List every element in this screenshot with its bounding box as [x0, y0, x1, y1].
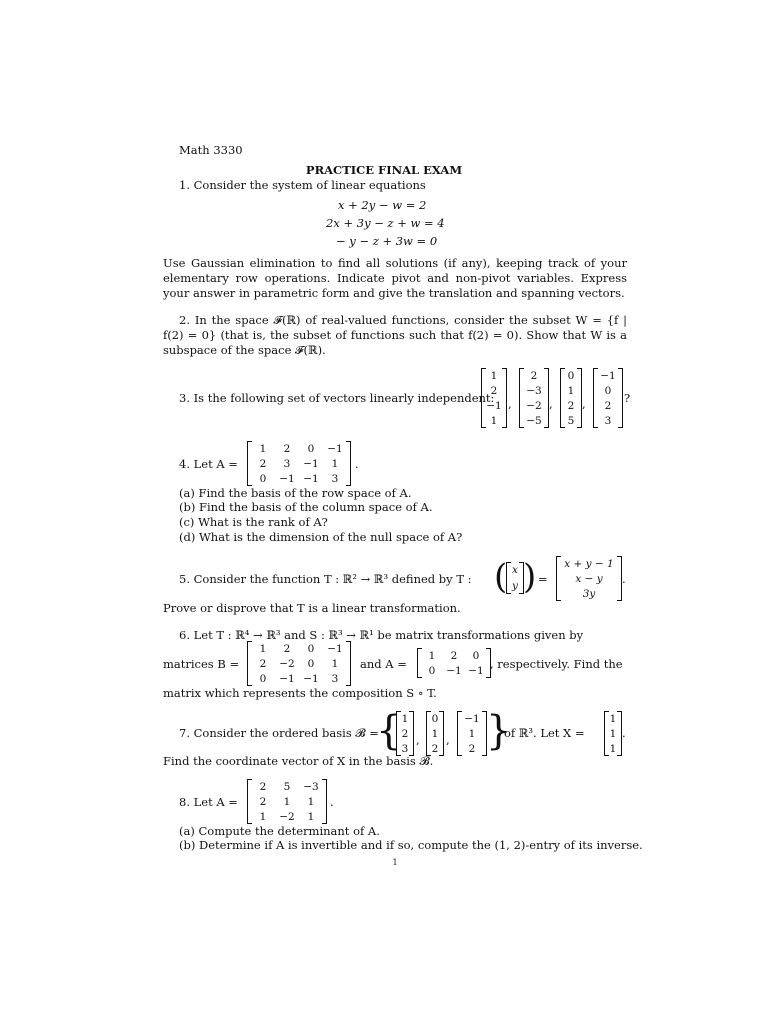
- course-label: Math 3330: [179, 143, 243, 157]
- q5-prove: Prove or disprove that T is a linear transformation.: [163, 601, 461, 615]
- q3-vector-2: 2 −3 −2 −5: [519, 368, 549, 428]
- q2-text: 2. In the space 𝓕(ℝ) of real-valued functions, consider the subset W = {f | f(2) = 0} (that is, the subset of functions such that f(2) = 0). Show that W is a subspace of the space 𝓕(ℝ).: [163, 313, 627, 357]
- matrix-bracket-tick: [618, 427, 622, 428]
- q7-last: Find the coordinate vector of X in the basis 𝓑.: [163, 754, 434, 768]
- matrix-bracket-tick: [617, 600, 621, 601]
- matrix-bracket-tick: [486, 677, 490, 678]
- matrix-bracket-tick: [427, 711, 431, 712]
- q4-part-b: (b) Find the basis of the column space of A.: [179, 500, 433, 514]
- q7-basis-vector-1: 1 2 3: [396, 711, 414, 756]
- q7-basis-vector-3: −1 1 2: [457, 711, 487, 756]
- matrix-bracket-tick: [617, 755, 621, 756]
- matrix-bracket-tick: [418, 648, 422, 649]
- q1-text: Use Gaussian elimination to find all solutions (if any), keeping track of your elementary row operations. Indicate pivot and non-pivot variables. Express your answer in parametric form and give the translation and spanning vectors.: [163, 256, 627, 300]
- matrix-bracket-tick: [482, 755, 486, 756]
- q5-lead: 5. Consider the function T : ℝ² → ℝ³ defined by T :: [179, 572, 472, 586]
- q6-line-1: 6. Let T : ℝ⁴ → ℝ³ and S : ℝ³ → ℝ¹ be matrix transformations given by: [179, 628, 584, 642]
- matrix-bracket-tick: [507, 562, 511, 563]
- matrix-bracket-tick: [577, 368, 581, 369]
- matrix-bracket-tick: [557, 556, 561, 557]
- q1-equation-3: − y − z + 3w = 0: [336, 234, 438, 248]
- exam-page: Math 3330 PRACTICE FINAL EXAM 1. Consider the system of linear equations x + 2y − w = 2 2x + 3y − z + w = 4 − y − z + 3w = 0 Use Gaussian elimination to find all solutions (if any), keeping track of your elementary row operations. Indicate pivot and non-pivot variables. Express your answer in parametric form and give the translation and spanning vectors. 2. In the space 𝓕(ℝ) of real-valued functions, consider the subset W = {f | f(2) = 0} (that is, the subset of functions such that f(2) = 0). Show that W is a subspace of the space 𝓕(ℝ). 3. Is the following set of vectors linearly independent: 1 2 −1 1 , 2 −3 −2 −5 , 0 1 2 5 , −1 0 2 3 ? 4. Let A = 1 2 0 −1 2 3 −1 1 0 −1 −1 3 . (a) Find the basis of the row space of A. (b) Find the basis of the column space of A. (c) What is the rank of A? (d) What is the dimension of the null space of A? 5. Consider the function T : ℝ² → ℝ³ defined by T : ( x y ) = x + y − 1 x − y 3y . Prove or disprove that T is a linear transformation. 6. Let T : ℝ⁴ → ℝ³ and S : ℝ³ → ℝ¹ be matrix transformations given by matrices B = 1 2 0 −1 2 −2 0 1 0 −1 −1 3 and A = 1 2 0 0 −1 −1 , respectively. Find the matrix which represents the composition S ∘ T. 7. Consider the ordered basis 𝓑 = { 1 2 3 , 0 1 2 , −1 1 2 } of ℝ³. Let X = 1 1 1 . Find the coordinate vector of X in the basis 𝓑. 8. Let A = 2 5 −3 2 1 1 1 −2 1 . (a) Compute the determinant of A. (b) Determine if A is invertible and if so, compute the (1, 2)-entry of its inverse. 1: [0, 0, 768, 1024]
- matrix-bracket-tick: [618, 368, 622, 369]
- matrix-bracket-tick: [409, 711, 413, 712]
- matrix-bracket-tick: [502, 427, 506, 428]
- matrix-bracket-tick: [507, 593, 511, 594]
- matrix-bracket-tick: [439, 755, 443, 756]
- matrix-bracket-tick: [605, 711, 609, 712]
- q3-vector-1: 1 2 −1 1: [481, 368, 507, 428]
- matrix-bracket-tick: [544, 368, 548, 369]
- matrix-bracket-tick: [248, 779, 252, 780]
- matrix-bracket-tick: [322, 779, 326, 780]
- q7-x-vector: 1 1 1: [604, 711, 622, 756]
- q4-matrix: 1 2 0 −1 2 3 −1 1 0 −1 −1 3: [247, 441, 351, 486]
- q8-part-a: (a) Compute the determinant of A.: [179, 824, 380, 838]
- q7-lead: 7. Consider the ordered basis 𝓑 =: [179, 726, 379, 740]
- matrix-bracket-tick: [397, 711, 401, 712]
- matrix-bracket-tick: [561, 427, 565, 428]
- q4-part-d: (d) What is the dimension of the null space of A?: [179, 530, 463, 544]
- q4-lead: 4. Let A =: [179, 457, 238, 471]
- matrix-bracket-tick: [594, 368, 598, 369]
- q5-equals: =: [538, 572, 548, 586]
- page-number: 1: [392, 858, 398, 867]
- matrix-bracket-tick: [346, 641, 350, 642]
- matrix-bracket-tick: [544, 427, 548, 428]
- q3-vector-4: −1 0 2 3: [593, 368, 623, 428]
- matrix-bracket-tick: [594, 427, 598, 428]
- q1-equation-2: 2x + 3y − z + w = 4: [326, 216, 445, 230]
- matrix-bracket-tick: [248, 441, 252, 442]
- matrix-bracket-tick: [418, 677, 422, 678]
- q5-output-vector: x + y − 1 x − y 3y: [556, 556, 622, 601]
- q6-tail: , respectively. Find the: [490, 657, 623, 671]
- matrix-bracket-tick: [458, 755, 462, 756]
- matrix-bracket-tick: [482, 368, 486, 369]
- q8-lead: 8. Let A =: [179, 795, 238, 809]
- q3-question-mark: ?: [624, 391, 631, 405]
- q7-basis-vector-2: 0 1 2: [426, 711, 444, 756]
- matrix-bracket-tick: [486, 648, 490, 649]
- q6-and: and A =: [360, 657, 407, 671]
- q4-part-c: (c) What is the rank of A?: [179, 515, 328, 529]
- matrix-bracket-tick: [617, 711, 621, 712]
- matrix-bracket-tick: [346, 441, 350, 442]
- q8-part-b: (b) Determine if A is invertible and if so, compute the (1, 2)-entry of its inverse.: [179, 838, 643, 852]
- q3-text: 3. Is the following set of vectors linearly independent:: [179, 391, 495, 405]
- q6-matrix-b: 1 2 0 −1 2 −2 0 1 0 −1 −1 3: [247, 641, 351, 686]
- q1-intro: 1. Consider the system of linear equations: [179, 178, 426, 192]
- q6-last: matrix which represents the composition S ∘ T.: [163, 686, 437, 700]
- matrix-bracket-tick: [577, 427, 581, 428]
- q5-input-vector: x y: [506, 562, 524, 594]
- matrix-bracket-tick: [561, 368, 565, 369]
- matrix-bracket-tick: [502, 368, 506, 369]
- matrix-bracket-tick: [458, 711, 462, 712]
- matrix-bracket-tick: [482, 427, 486, 428]
- q6-matrix-a: 1 2 0 0 −1 −1: [417, 648, 491, 678]
- q8-matrix: 2 5 −3 2 1 1 1 −2 1: [247, 779, 327, 824]
- q7-mid: of ℝ³. Let X =: [504, 726, 585, 740]
- q4-part-a: (a) Find the basis of the row space of A.: [179, 486, 412, 500]
- q3-vector-3: 0 1 2 5: [560, 368, 582, 428]
- matrix-bracket-tick: [605, 755, 609, 756]
- matrix-bracket-tick: [248, 641, 252, 642]
- q6-matrices-lead: matrices B =: [163, 657, 240, 671]
- q1-equation-1: x + 2y − w = 2: [338, 198, 427, 212]
- matrix-bracket-tick: [439, 711, 443, 712]
- matrix-bracket-tick: [557, 600, 561, 601]
- page-title: PRACTICE FINAL EXAM: [305, 163, 463, 177]
- matrix-bracket-tick: [520, 368, 524, 369]
- matrix-bracket-tick: [520, 427, 524, 428]
- matrix-bracket-tick: [617, 556, 621, 557]
